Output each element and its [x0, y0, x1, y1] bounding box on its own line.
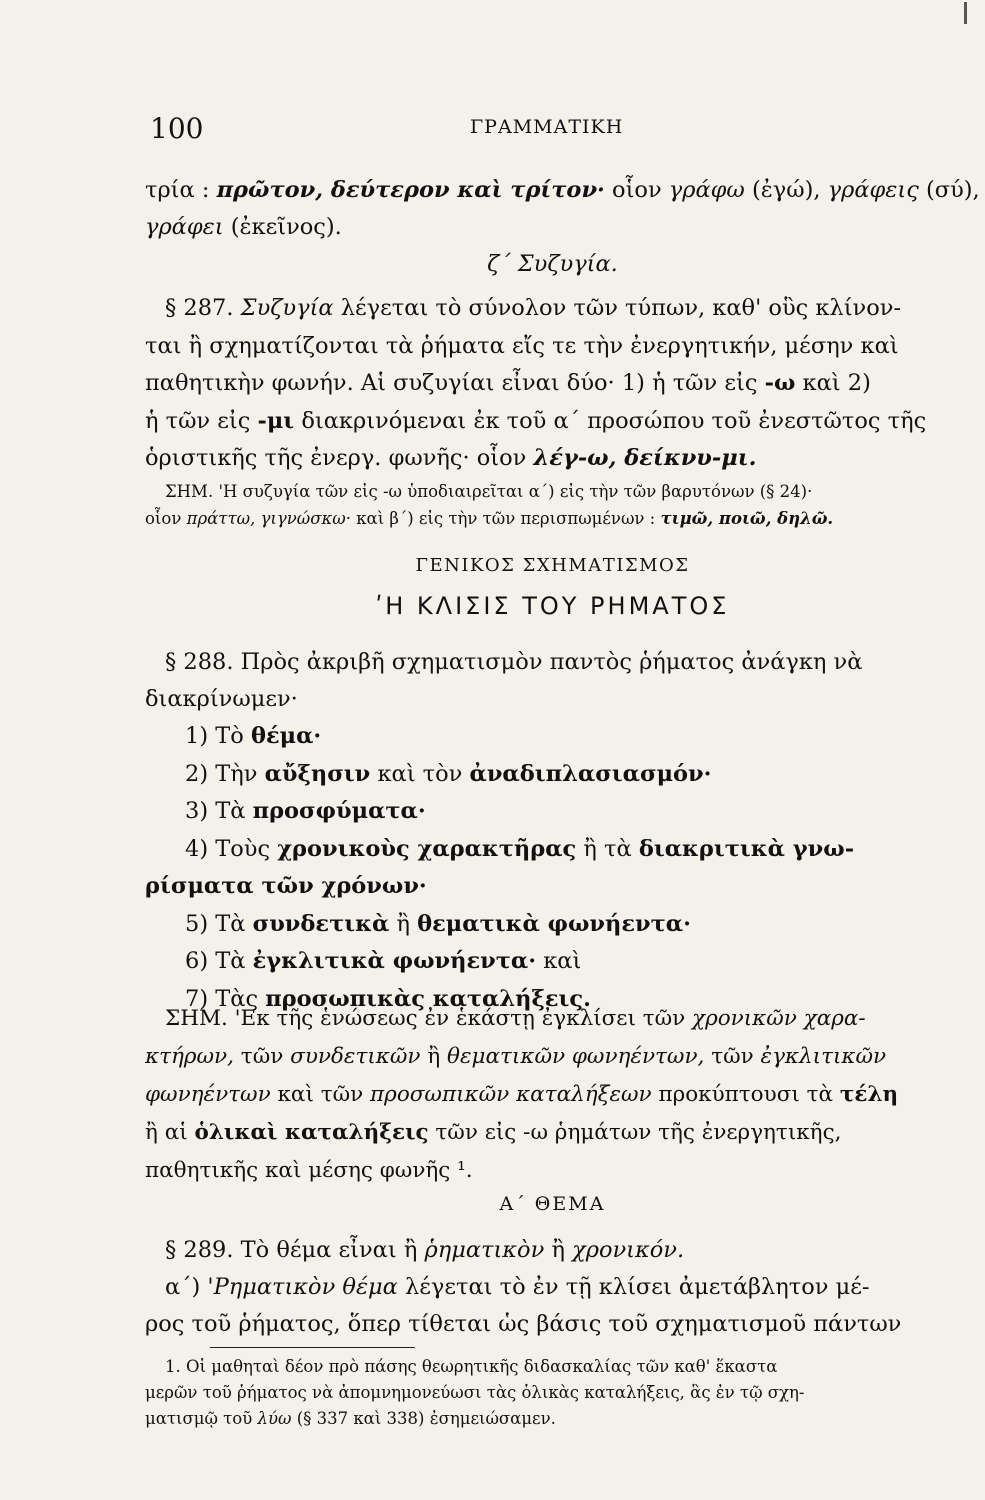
- list-item-4: 4) Τοὺς χρονικοὺς χαρακτῆρας ἢ τὰ διακριτικὰ γνω-: [185, 835, 855, 862]
- note288-line-1: ΣΗΜ. 'Εκ τῆς ἑνώσεως ἐν ἑκάστῃ ἐγκλίσει τῶν χρονικῶν χαρα-: [165, 1006, 866, 1031]
- scan-speck: [964, 2, 967, 24]
- note288-line-3: φωνηέντων καὶ τῶν προσωπικῶν καταλήξεων προκύπτουσι τὰ τέλη: [145, 1082, 899, 1107]
- list-item-4-continued: ρίσματα τῶν χρόνων·: [145, 873, 427, 899]
- note287-line-1: ΣΗΜ. 'Η συζυγία τῶν εἰς -ω ὑποδιαιρεῖται α΄) εἰς τὴν τῶν βαρυτόνων (§ 24)·: [165, 482, 813, 501]
- list-item-1: 1) Τὸ θέμα·: [185, 723, 322, 749]
- p287-line-5: ὁριστικῆς τῆς ἐνεργ. φωνῆς· οἷον λέγ-ω, δείκνυ-μι.: [145, 445, 757, 471]
- p288-line-1: § 288. Πρὸς ἀκριβῆ σχηματισμὸν παντὸς ῥήματος ἀνάγκη νὰ: [165, 649, 863, 675]
- note288-line-2: κτήρων, τῶν συνδετικῶν ἢ θεματικῶν φωνηέντων, τῶν ἐγκλιτικῶν: [145, 1044, 887, 1069]
- paragraph-288: [145, 644, 960, 718]
- note287-line-2: οἷον πράττω, γιγνώσκω· καὶ β΄) εἰς τὴν τῶν περισπωμένων : τιμῶ, ποιῶ, δηλῶ.: [145, 509, 834, 528]
- paragraph-289: [145, 1232, 960, 1343]
- list-item-5: 5) Τὰ συνδετικὰ ἢ θεματικὰ φωνήεντα·: [185, 910, 691, 937]
- list-item-2: 2) Τὴν αὔξησιν καὶ τὸν ἀναδιπλασιασμόν·: [185, 760, 712, 787]
- section-heading-general-formation: ΓΕΝΙΚΟΣ ΣΧΗΜΑΤΙΣΜΟΣ: [415, 555, 690, 576]
- intro-line-1: τρία : πρῶτον, δεύτερον καὶ τρίτον· οἷον γράφω (ἐγώ), γράφεις (σύ),: [145, 177, 980, 203]
- note288-line-5: παθητικῆς καὶ μέσης φωνῆς ¹.: [145, 1158, 473, 1183]
- p289-line-3: ρος τοῦ ῥήματος, ὅπερ τίθεται ὡς βάσις τοῦ σχηματισμοῦ πάντων: [145, 1311, 902, 1337]
- list-item-7: 7) Τὰς προσωπικὰς καταλήξεις.: [185, 985, 591, 1012]
- footnote-line-3: ματισμῷ τοῦ λύω (§ 337 καὶ 338) ἐσημειώσαμεν.: [145, 1409, 556, 1428]
- running-title: ΓΡΑΜΜΑΤΙΚΗ: [470, 116, 624, 138]
- p289-line-1: § 289. Τὸ θέμα εἶναι ἢ ῥηματικὸν ἢ χρονικόν.: [165, 1237, 685, 1263]
- conjugation-heading: ζ΄ Συζυγία.: [487, 251, 618, 277]
- note-287: [145, 478, 960, 532]
- footnote-line-1: 1. Οἱ μαθηταὶ δέον πρὸ πάσης θεωρητικῆς διδασκαλίας τῶν καθ' ἕκαστα: [165, 1357, 778, 1376]
- page-number: 100: [150, 112, 204, 145]
- note288-line-4: ἢ αἱ ὁλικαὶ καταλήξεις τῶν εἰς -ω ῥημάτων τῆς ἐνεργητικῆς,: [145, 1120, 842, 1145]
- p287-line-1: § 287. Συζυγία λέγεται τὸ σύνολον τῶν τύπων, καθ' οὓς κλίνον-: [165, 295, 902, 321]
- p288-line-2: διακρίνωμεν·: [145, 686, 298, 712]
- footnote-rule: [210, 1347, 415, 1348]
- page-header: [145, 112, 960, 152]
- footnote-line-2: μερῶν τοῦ ῥήματος νὰ ἀπομνημονεύωσι τὰς ὁλικὰς καταλήξεις, ἃς ἐν τῷ σχη-: [145, 1383, 805, 1402]
- p287-line-4: ἡ τῶν εἰς -μι διακρινόμεναι ἐκ τοῦ α΄ προσώπου τοῦ ἐνεστῶτος τῆς: [145, 407, 927, 434]
- note-288: [145, 1000, 960, 1190]
- p289-line-2: α΄) 'Ρηματικὸν θέμα λέγεται τὸ ἐν τῇ κλίσει ἀμετάβλητον μέ-: [165, 1274, 870, 1300]
- section-heading-verb-inflection: ʹΗ ΚΛΙΣΙΣ ΤΟΥ ΡΗΜΑΤΟΣ: [375, 592, 730, 620]
- footnote: [145, 1354, 960, 1432]
- p287-line-3: παθητικὴν φωνήν. Αἱ συζυγίαι εἶναι δύο· 1) ἡ τῶν εἰς -ω καὶ 2): [145, 370, 871, 396]
- intro-paragraph: [145, 172, 980, 246]
- intro-line-2: γράφει (ἐκεῖνος).: [145, 214, 342, 240]
- section-heading-theme: Α΄ ΘΕΜΑ: [499, 1193, 606, 1215]
- list-item-6: 6) Τὰ ἐγκλιτικὰ φωνήεντα· καὶ: [185, 948, 582, 974]
- formation-list: [145, 718, 960, 1018]
- paragraph-287: [145, 290, 960, 478]
- p287-line-2: ται ἢ σχηματίζονται τὰ ῥήματα εἴς τε τὴν ἐνεργητικήν, μέσην καὶ: [145, 332, 899, 359]
- list-item-3: 3) Τὰ προσφύματα·: [185, 798, 426, 824]
